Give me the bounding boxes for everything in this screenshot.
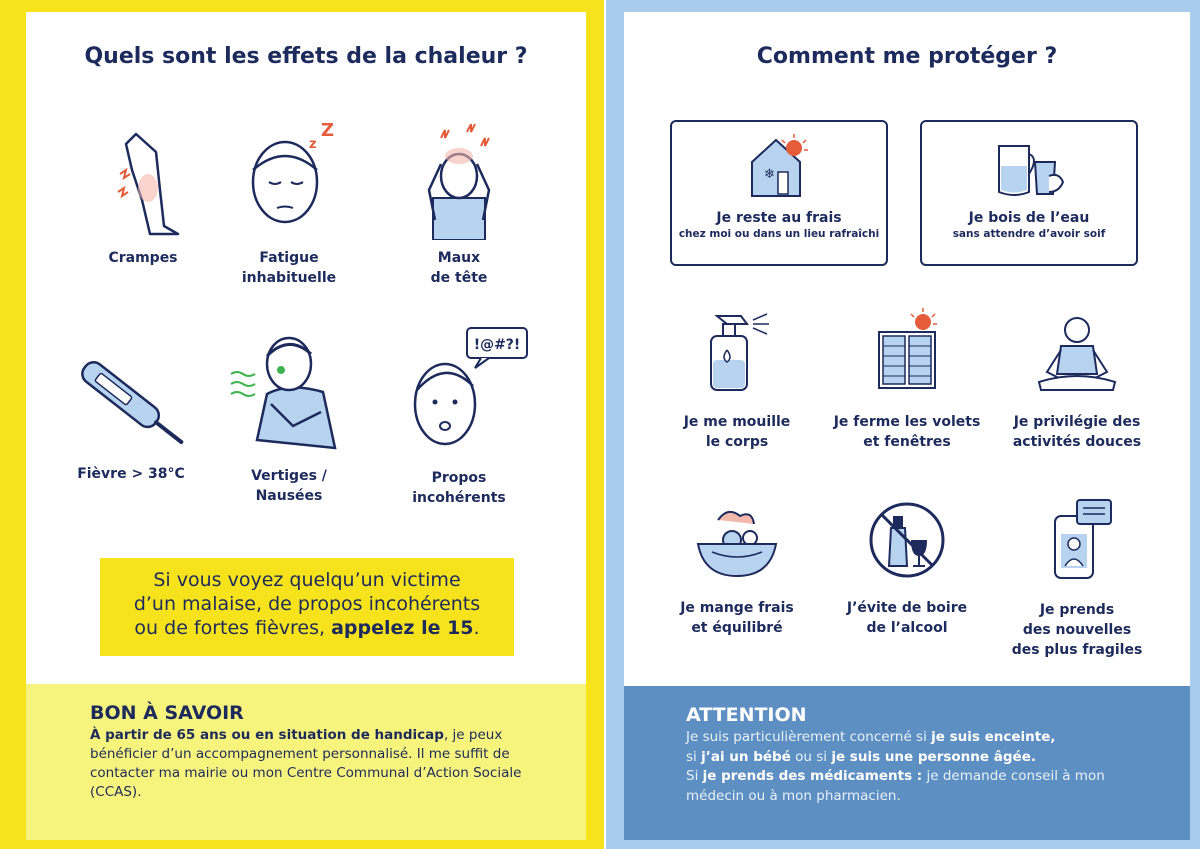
call-box-line: Si vous voyez quelqu’un victime — [153, 569, 461, 591]
effect-label: Vertiges / Nausées — [251, 468, 327, 504]
tip-activites — [992, 312, 1162, 452]
attention-text-part: Si — [686, 768, 703, 784]
nausea-icon — [227, 330, 351, 458]
speech-bubble-text: !@#?! — [473, 337, 521, 353]
attention-emphasis: je suis une personne âgée. — [831, 748, 1036, 765]
phone-message-icon — [1037, 496, 1117, 582]
card-label: Je reste au frais — [716, 210, 842, 226]
tip-label: Je mange frais et équilibré — [680, 600, 794, 636]
right-panel — [606, 0, 1200, 849]
leg-cramp-icon — [98, 130, 188, 240]
bon-a-savoir-text — [90, 726, 522, 802]
card-reste-au-frais — [670, 120, 888, 266]
bon-a-savoir-body: , je peux bénéficier d’un accompagnement personnalisé. Il me suffit de contacter ma mairie ou mon Centre Communal d’Action Sociale (CCAS). — [90, 727, 522, 800]
confused-speech-icon — [389, 324, 529, 460]
tip-label: Je me mouille le corps — [683, 414, 791, 450]
food-bowl-icon — [692, 504, 782, 580]
tip-alcool — [822, 500, 992, 638]
card-label: Je bois de l’eau — [968, 210, 1090, 226]
call-box-line — [100, 616, 514, 640]
call-box-period: . — [473, 617, 480, 639]
tip-volets — [822, 306, 992, 452]
attention-text-part: je demande conseil à mon médecin ou à mon pharmacien. — [686, 768, 1105, 804]
attention-emphasis: j’ai un bébé — [701, 748, 791, 765]
call-box-emphasis: appelez le 15 — [331, 617, 474, 639]
effect-label: Fièvre > 38°C — [77, 466, 185, 482]
attention-title: ATTENTION — [686, 704, 807, 726]
attention-text-part: Je suis particulièrement concerné si — [686, 729, 932, 745]
cool-house-icon — [744, 132, 814, 202]
tip-label: Je prends des nouvelles des plus fragiles — [1011, 602, 1143, 658]
attention-emphasis: je suis enceinte, — [931, 729, 1056, 745]
bon-a-savoir-title: BON À SAVOIR — [90, 702, 244, 724]
svg-text:❄: ❄ — [764, 167, 775, 182]
effect-fievre — [56, 352, 206, 484]
tip-mange — [652, 504, 822, 638]
bon-a-savoir-bold: À partir de 65 ans ou en situation de handicap — [90, 727, 444, 743]
attention-text-part: si — [686, 748, 702, 765]
call-box-line: d’un malaise, de propos incohérents — [133, 593, 481, 615]
card-sub: chez moi ou dans un lieu rafraîchi — [678, 228, 880, 240]
attention-emphasis: je prends des médicaments : — [702, 768, 923, 784]
effect-label: Crampes — [108, 250, 178, 266]
water-pitcher-icon — [989, 132, 1069, 202]
effect-label: Fatigue inhabituelle — [241, 250, 337, 286]
effect-label: Maux de tête — [430, 250, 488, 286]
card-sub: sans attendre d’avoir soif — [952, 228, 1106, 240]
no-alcohol-icon — [867, 500, 947, 580]
effect-label: Propos incohérents — [412, 470, 506, 506]
effect-fatigue — [214, 116, 364, 288]
tip-mouille — [652, 310, 822, 452]
effect-vertiges — [214, 330, 364, 506]
call-15-box — [100, 558, 514, 656]
headache-icon — [411, 124, 507, 240]
tip-label: Je privilégie des activités douces — [1012, 414, 1142, 450]
thermometer-icon — [66, 352, 196, 456]
left-panel-content — [26, 12, 586, 840]
effect-maux-de-tete — [384, 124, 534, 288]
attention-text — [686, 728, 1128, 806]
svg-text:Z: Z — [321, 120, 335, 141]
right-title: Comment me protéger ? — [756, 44, 1058, 69]
shutters-icon — [867, 306, 947, 394]
meditation-icon — [1031, 312, 1123, 394]
bon-a-savoir-box — [26, 684, 586, 840]
left-title: Quels sont les effets de la chaleur ? — [84, 44, 528, 69]
attention-box — [624, 686, 1190, 840]
tip-label: Je ferme les volets et fenêtres — [833, 414, 981, 450]
svg-text:z: z — [309, 137, 317, 152]
effect-propos — [384, 324, 534, 508]
card-bois-de-l-eau — [920, 120, 1138, 266]
call-box-text: ou de fortes fièvres, — [134, 617, 326, 639]
tip-label: J’évite de boire de l’alcool — [846, 600, 968, 636]
effect-crampes — [68, 130, 218, 268]
tip-nouvelles — [992, 496, 1162, 660]
attention-text-part: ou si — [790, 748, 832, 765]
spray-bottle-icon — [697, 310, 777, 394]
tired-face-icon — [229, 116, 349, 240]
right-panel-content — [624, 12, 1190, 840]
